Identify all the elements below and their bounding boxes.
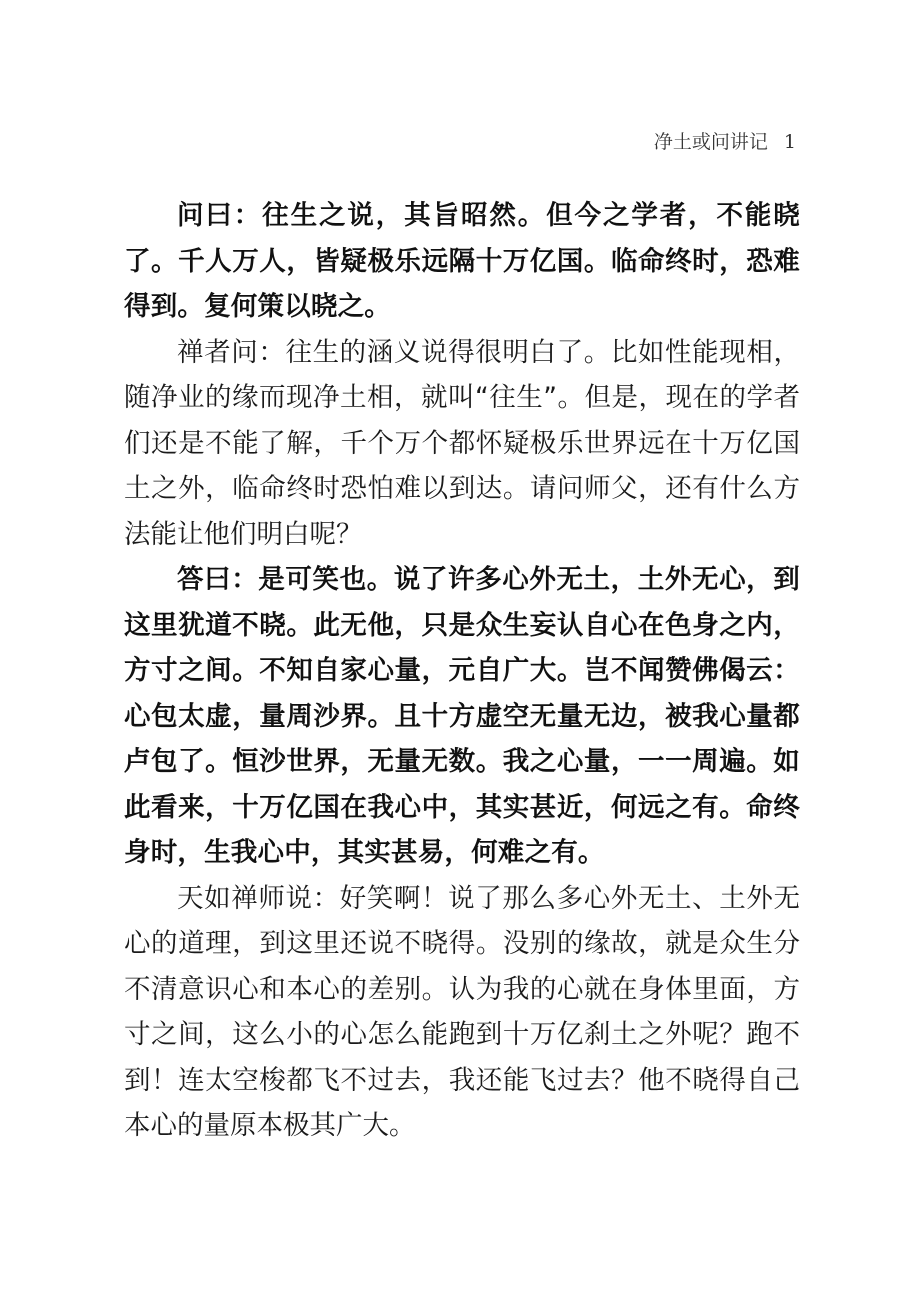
book-title: 净土或问讲记 — [653, 131, 768, 153]
question-paragraph: 问曰：往生之说，其旨昭然。但今之学者，不能晓了。千人万人，皆疑极乐远隔十万亿国。临命终时，恐难得到。复何策以晓之。 — [124, 200, 800, 322]
page-number: 1 — [783, 131, 796, 153]
explanation-paragraph: 天如禅师说：好笑啊！说了那么多心外无土、土外无心的道理，到这里还说不晓得。没别的缘故，就是众生分不清意识心和本心的差别。认为我的心就在身体里面，方寸之间，这么小的心怎么能跑到十万亿刹土之外呢？跑不到！连太空梭都飞不过去，我还能飞过去？他不晓得自己本心的量原本极其广大。 — [124, 882, 800, 1141]
explanation-paragraph: 禅者问：往生的涵义说得很明白了。比如性能现相，随净业的缘而现净土相，就叫“往生”。但是，现在的学者们还是不能了解，千个万个都怀疑极乐世界远在十万亿国土之外，临命终时恐怕难以到达。请问师父，还有什么方法能让他们明白呢？ — [124, 336, 800, 550]
running-header — [654, 128, 796, 156]
body-text — [124, 193, 800, 1149]
answer-paragraph: 答曰：是可笑也。说了许多心外无土，土外无心，到这里犹道不晓。此无他，只是众生妄认自心在色身之内，方寸之间。不知自家心量，元自广大。岂不闻赞佛偈云：心包太虚，量周沙界。且十方虚空无量无边，被我心量都卢包了。恒沙世界，无量无数。我之心量，一一周遍。如此看来，十万亿国在我心中，其实甚近，何远之有。命终身时，生我心中，其实甚易，何难之有。 — [124, 564, 800, 868]
